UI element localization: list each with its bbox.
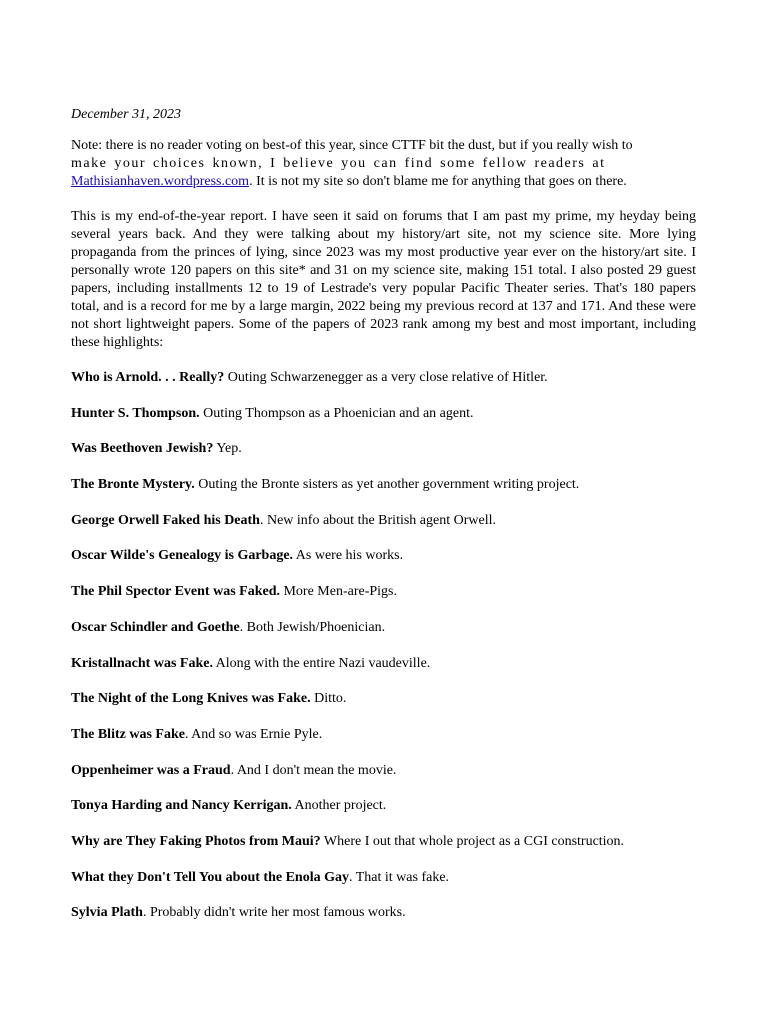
highlight-item: [71, 619, 696, 637]
highlight-desc: . And I don't mean the movie.: [230, 762, 397, 778]
highlight-item: [71, 762, 696, 780]
highlight-desc: . And so was Ernie Pyle.: [184, 726, 323, 742]
highlight-desc: . Both Jewish/Phoenician.: [239, 619, 386, 635]
highlight-desc: Outing Thompson as a Phoenician and an agent.: [199, 405, 474, 421]
highlight-desc: . Probably didn't write her most famous works.: [142, 905, 406, 921]
highlight-item: [71, 512, 696, 530]
highlight-desc: As were his works.: [293, 548, 404, 564]
highlight-item: [71, 369, 696, 387]
highlight-title: The Blitz was Fake: [71, 726, 185, 742]
highlight-title: Oscar Wilde's Genealogy is Garbage.: [71, 548, 294, 564]
highlight-item: [71, 797, 696, 815]
highlight-desc: Yep.: [213, 441, 242, 457]
highlight-item: [71, 726, 696, 744]
highlight-title: Tonya Harding and Nancy Kerrigan.: [71, 798, 292, 814]
highlight-title: Was Beethoven Jewish?: [71, 441, 214, 457]
highlight-item: [71, 690, 696, 708]
note-line-2: make your choices known, I believe you can find some fellow readers at: [71, 156, 606, 171]
highlight-item: [71, 655, 696, 673]
highlight-title: Oscar Schindler and Goethe: [71, 619, 240, 635]
highlight-item: [71, 583, 696, 601]
highlight-desc: Outing Schwarzenegger as a very close relative of Hitler.: [224, 370, 548, 385]
highlight-item: [71, 904, 696, 922]
highlight-item: [71, 476, 696, 494]
highlight-title: Who is Arnold. . . Really?: [71, 370, 225, 385]
highlight-item: [71, 833, 696, 851]
highlight-desc: Outing the Bronte sisters as yet another government writing project.: [194, 477, 580, 493]
highlight-title: Oppenheimer was a Fraud: [71, 762, 231, 778]
highlight-item: [71, 547, 696, 565]
document-page: [71, 106, 696, 940]
highlight-desc: . That it was fake.: [348, 869, 450, 885]
highlight-item: [71, 869, 696, 887]
highlight-desc: Ditto.: [310, 691, 347, 707]
highlight-item: [71, 440, 696, 458]
report-paragraph: This is my end-of-the-year report. I have seen it said on forums that I am past my prime, my heyday being several years back. And they were talking about my history/art site, not my science site. More lying propaganda from the princes of lying, since 2023 was my most productive year ever on the history/art site. I personally wrote 120 papers on this site* and 31 on my science site, making 151 total. I also posted 29 guest papers, including installments 12 to 19 of Lestrade's very popular Pacific Theater series. That's 180 papers total, and is a record for me by a large margin, 2022 being my previous record at 137 and 171. And these were not short lightweight papers. Some of the papers of 2023 rank among my best and most important, including these highlights:: [71, 209, 696, 350]
highlight-desc: . New info about the British agent Orwell.: [259, 512, 496, 528]
highlight-title: What they Don't Tell You about the Enola Gay: [71, 869, 349, 885]
highlights-list: [71, 369, 696, 922]
highlight-title: Hunter S. Thompson.: [71, 405, 200, 421]
highlight-desc: Another project.: [291, 798, 387, 814]
highlight-title: Sylvia Plath: [71, 905, 143, 921]
highlight-desc: Where I out that whole project as a CGI construction.: [320, 833, 625, 849]
highlight-item: [71, 405, 696, 423]
highlight-title: Kristallnacht was Fake.: [71, 655, 213, 671]
mathisianhaven-link[interactable]: Mathisianhaven.wordpress.com: [71, 174, 250, 189]
note-after-link: . It is not my site so don't blame me for anything that goes on there.: [249, 174, 627, 189]
highlight-title: George Orwell Faked his Death: [71, 512, 260, 528]
highlight-title: The Bronte Mystery.: [71, 477, 195, 493]
note-line-1: Note: there is no reader voting on best-of this year, since CTTF bit the dust, but if you really wish to: [71, 138, 633, 153]
highlight-title: The Phil Spector Event was Faked.: [71, 584, 280, 600]
highlight-desc: Along with the entire Nazi vaudeville.: [212, 655, 431, 671]
highlight-title: Why are They Faking Photos from Maui?: [71, 833, 321, 849]
highlight-desc: More Men-are-Pigs.: [279, 584, 398, 600]
document-date: December 31, 2023: [71, 107, 182, 122]
highlight-title: The Night of the Long Knives was Fake.: [71, 691, 311, 707]
note-paragraph: [71, 137, 696, 191]
